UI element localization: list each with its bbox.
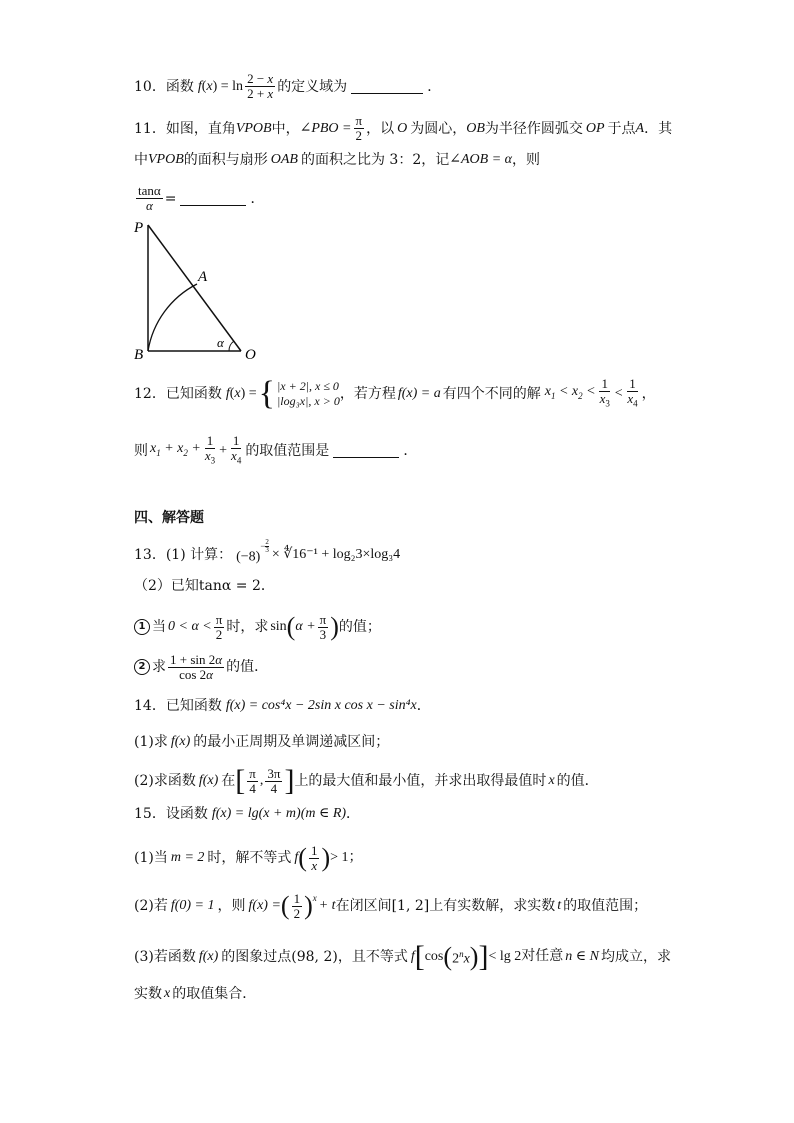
text: 则 (134, 442, 148, 459)
answer-blank[interactable] (180, 191, 246, 206)
text: 求 (152, 659, 166, 675)
text: 为半径作圆弧交 (484, 120, 583, 137)
formula: x (548, 773, 555, 788)
text: ，则 (217, 898, 246, 914)
question-12 (134, 375, 656, 412)
question-13-part2 (134, 576, 275, 596)
segment-po (148, 225, 241, 351)
formula: sin (270, 619, 287, 634)
question-10 (134, 72, 441, 101)
formula: f(x) (198, 949, 219, 964)
fraction: $\frac{\pi}{4}$ (249, 765, 256, 796)
fraction: $\frac{1}{x_4}$ (627, 376, 638, 409)
fraction: $\frac{1}{x_3}$ (599, 376, 610, 409)
fraction: $\frac{1}{x_3}$ (204, 433, 216, 466)
text: ，若方程 (339, 386, 396, 402)
formula: + (219, 442, 228, 458)
formula: f(x) (198, 773, 219, 788)
formula: ( (280, 891, 290, 920)
formula: $x_1 + x_2$ + (150, 440, 201, 458)
text: 有四个不同的解 (442, 386, 541, 402)
formula: f (294, 850, 299, 865)
answer-blank[interactable] (333, 443, 399, 458)
formula: α + (295, 619, 316, 634)
formula: ( (229, 386, 235, 401)
formula: + t (318, 898, 336, 913)
text: (1) 计算： (165, 546, 233, 563)
label-o: O (245, 347, 256, 363)
brace: { (258, 375, 275, 412)
question-13 (134, 538, 401, 568)
formula: $x_1 < x_2$ < (544, 384, 596, 401)
triangle-figure (128, 215, 268, 365)
fraction: $\frac{1}{2}$ (293, 890, 301, 921)
text: 中， (271, 120, 300, 137)
formula: ( (201, 78, 207, 94)
formula: $(-8)^{- \frac{2}{3}}$ (236, 538, 269, 565)
question-number: 13． (134, 546, 166, 563)
formula: f(0) = 1 (170, 898, 215, 913)
text: 的最小正周期及单调递减区间； (193, 734, 390, 750)
question-12-line2 (134, 434, 417, 468)
text: （2）已知tanα = 2． (134, 578, 275, 594)
formula: , (259, 773, 264, 788)
text: 的定义域为 (277, 78, 348, 95)
formula: x (234, 386, 241, 401)
formula: 0 < α < (168, 619, 212, 634)
formula: ( (443, 942, 453, 971)
formula: f(x) = lg(x + m)(m ∈ R) (211, 806, 347, 821)
label-p: P (134, 220, 144, 236)
fraction: $\frac{1 + \sin 2\alpha}{\cos 2\alpha}$ (170, 651, 223, 682)
question-number: 15． (134, 806, 166, 822)
angle-mark (229, 341, 234, 351)
formula: OAB (270, 152, 298, 167)
fraction: $\frac{1}{x}$ (310, 842, 318, 873)
text: (2)若 (134, 898, 168, 914)
text: ，以 (366, 120, 395, 137)
formula: ( (298, 843, 307, 872)
formula: ) = ln (212, 78, 244, 94)
formula: f (410, 949, 415, 964)
answer-blank[interactable] (351, 79, 423, 94)
text: (1)求 (134, 734, 168, 750)
formula: OB (466, 120, 485, 136)
text: 在 (221, 773, 236, 789)
text: ． (416, 698, 431, 714)
text: ，则 (512, 152, 540, 168)
text: ． (250, 190, 265, 207)
text: ． (346, 806, 361, 822)
section-heading: 四、解答题 (134, 510, 204, 526)
formula: VPOB (235, 120, 272, 136)
text: 已知函数 (165, 698, 222, 714)
text: 设函数 (165, 806, 208, 822)
question-11 (134, 114, 672, 143)
question-13-sub2 (134, 652, 268, 682)
fraction: $\frac{\tan\alpha}{\alpha}$ (138, 183, 161, 213)
text: 的取值集合． (172, 986, 257, 1002)
text: 实数 (134, 986, 162, 1002)
label-alpha: α (217, 335, 224, 350)
question-number: 14． (134, 698, 166, 714)
text: ， (641, 386, 656, 402)
fraction: $\frac{\pi}{2}$ (355, 113, 363, 143)
formula: x (206, 78, 213, 94)
question-15-part2 (134, 890, 647, 922)
formula: cos (424, 949, 444, 964)
text: 的图象过点(98, 2)，且不等式 (221, 949, 408, 965)
question-14 (134, 696, 431, 716)
text: 如图，直角 (165, 120, 236, 137)
text: 的面积与扇形 (183, 152, 268, 168)
piecewise-cases: |x + 2|, x ≤ 0 |log₃x|, x > 0 (277, 379, 340, 408)
formula: O (397, 120, 408, 136)
formula: 2$^n$x (452, 949, 470, 967)
text: (2)求函数 (134, 773, 196, 789)
text: 当 (152, 619, 166, 635)
fraction: $\frac{3\pi}{4}$ (267, 765, 281, 796)
formula: > 1； (330, 850, 363, 865)
text: 在闭区间[1, 2]上有实数解，求实数 (335, 898, 556, 914)
formula: f(x) = a (397, 386, 441, 401)
text: 的取值范围是 (245, 442, 330, 459)
circled-number: 2 (134, 659, 150, 675)
text: 的值． (226, 659, 269, 675)
formula: f(x) = cos⁴x − 2sin x cos x − sin⁴x (225, 698, 417, 713)
formula: ) (330, 612, 339, 641)
formula: n ∈ N (565, 949, 599, 964)
text: 为圆心， (410, 120, 467, 137)
formula: ( (286, 612, 296, 641)
formula: ) (469, 942, 479, 971)
question-11-line3 (134, 184, 264, 213)
formula: f (225, 386, 230, 401)
formula: VPOB (148, 152, 184, 167)
question-number: 10． (134, 78, 166, 95)
question-number: 11． (134, 120, 166, 137)
text: 均成立，求 (600, 949, 671, 965)
formula: t (557, 898, 562, 913)
formula: × ∜16⁻¹ + log₂3×log₃4 (271, 546, 401, 562)
formula: ) = (240, 386, 257, 401)
text: 时，解不等式 (207, 850, 292, 866)
circled-number: 1 (134, 619, 150, 635)
text: 的取值范围； (563, 898, 648, 914)
text: = (164, 190, 177, 207)
question-15-part1 (134, 842, 363, 874)
formula: A (635, 120, 645, 136)
formula: m = 2 (170, 850, 205, 865)
formula: f(x) (170, 734, 191, 749)
question-15-part3 (134, 942, 671, 972)
formula: ∠PBO = (299, 120, 352, 136)
text: 的面积之比为 3：2，记 (300, 152, 450, 168)
text: 时，求 (226, 619, 269, 635)
text: ．其 (644, 120, 673, 137)
text: 中 (134, 152, 148, 168)
formula: OP (585, 120, 605, 136)
question-15-part3-line2 (134, 984, 256, 1004)
formula: ] (284, 764, 295, 797)
text: ． (427, 78, 442, 95)
formula: ) (304, 891, 313, 920)
formula: [ (414, 940, 425, 973)
formula: < lg 2对任意 (488, 949, 564, 964)
question-14-part2 (134, 766, 599, 796)
text: (3)若函数 (134, 949, 196, 965)
formula: x (312, 893, 317, 903)
text: 于点 (607, 120, 636, 137)
fraction: $\frac{2 - x}{2 + x}$ (247, 71, 274, 101)
label-a: A (198, 269, 208, 285)
formula: ∠AOB = α (449, 152, 512, 167)
question-number: 12． (134, 386, 166, 402)
text: 已知函数 (165, 386, 222, 402)
question-11-line2 (134, 150, 540, 170)
formula: ] (478, 940, 489, 973)
formula: f (197, 78, 202, 94)
arc-ba (148, 284, 197, 351)
text: 的值． (556, 773, 599, 789)
text: 函数 (165, 78, 194, 95)
fraction: $\frac{\pi}{3}$ (319, 611, 327, 642)
question-13-sub1 (134, 612, 381, 642)
formula: f(x) = (248, 898, 281, 913)
fraction: $\frac{1}{x_4}$ (231, 433, 242, 466)
formula: < (613, 386, 624, 401)
text: 上的最大值和最小值，并求出取得最值时 (294, 773, 547, 789)
text: ． (403, 442, 418, 459)
label-b: B (134, 347, 144, 363)
question-14-part1 (134, 732, 389, 752)
question-15 (134, 804, 360, 824)
formula: [ (235, 764, 246, 797)
text: (1)当 (134, 850, 168, 866)
formula: ) (321, 843, 331, 872)
fraction: $\frac{\pi}{2}$ (215, 611, 223, 642)
formula: x (164, 986, 171, 1001)
text: 的值； (338, 619, 381, 635)
